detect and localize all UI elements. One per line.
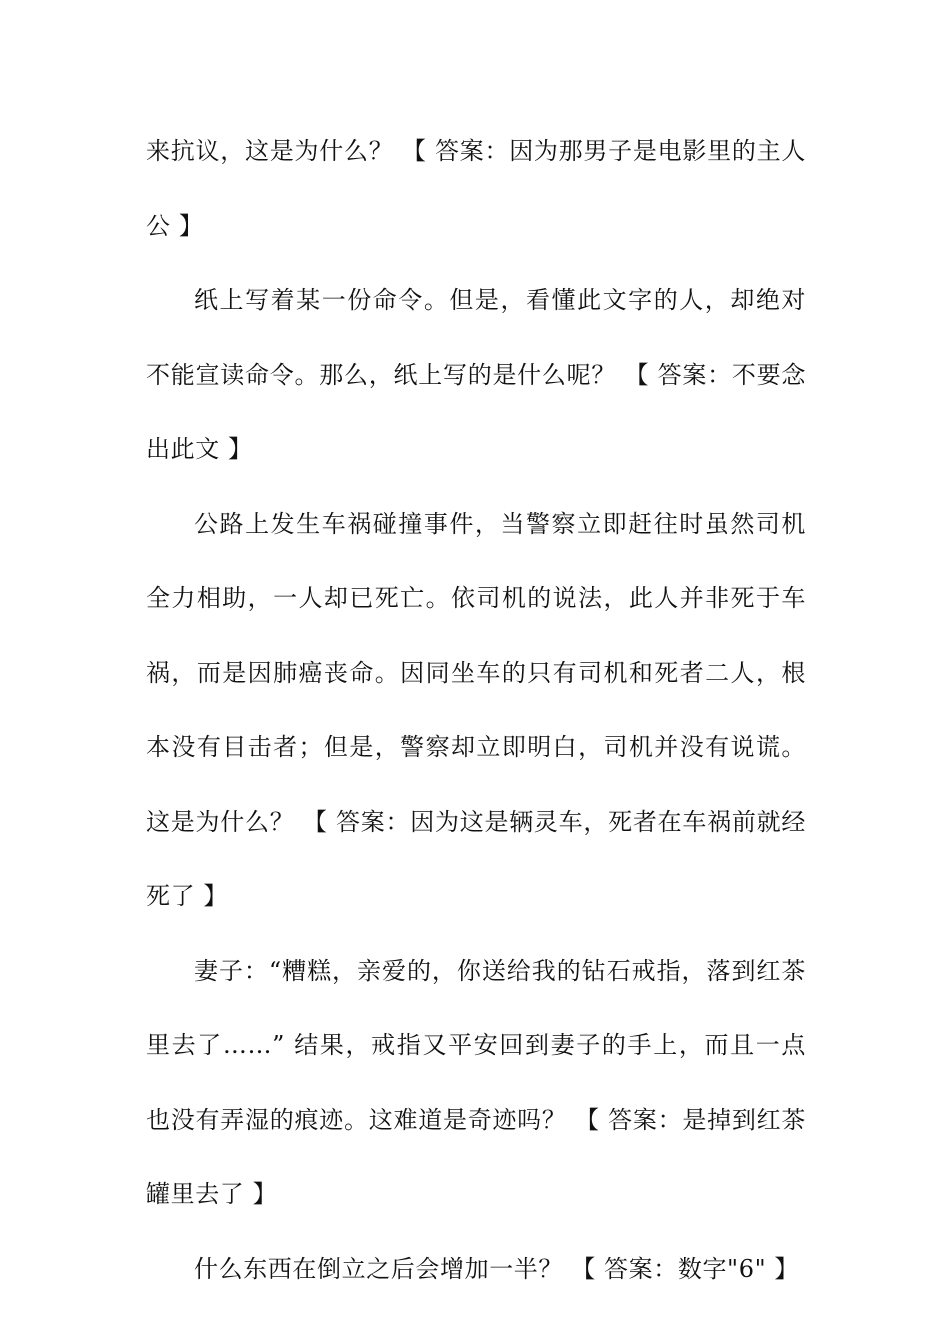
paragraph-riddle-command: 纸上写着某一份命令。但是，看懂此文字的人，却绝对不能宣读命令。那么，纸上写的是什么呢？ 【 答案：不要念出此文 】 <box>146 286 806 463</box>
document-body <box>146 114 806 1306</box>
paragraph-riddle-diamond-ring: 妻子：“糟糕，亲爱的，你送给我的钻石戒指，落到红茶里去了……” 结果，戒指又平安回到妻子的手上，而且一点也没有弄湿的痕迹。这难道是奇迹吗？ 【 答案：是掉到红茶罐里去了 】 <box>146 956 806 1208</box>
paragraph-riddle-movie-answer: 来抗议，这是为什么？ 【 答案：因为那男子是电影里的主人公 】 <box>146 137 806 240</box>
paragraph-riddle-upside-down: 什么东西在倒立之后会增加一半？ 【 答案：数字"6" 】 <box>194 1254 800 1283</box>
paragraph-riddle-car-accident: 公路上发生车祸碰撞事件，当警察立即赶往时虽然司机全力相助，一人却已死亡。依司机的说法，此人并非死于车祸，而是因肺癌丧命。因同坐车的只有司机和死者二人，根本没有目击者；但是，警察却立即明白，司机并没有说谎。这是为什么？ 【 答案：因为这是辆灵车，死者在车祸前就经死了 】 <box>146 509 806 910</box>
